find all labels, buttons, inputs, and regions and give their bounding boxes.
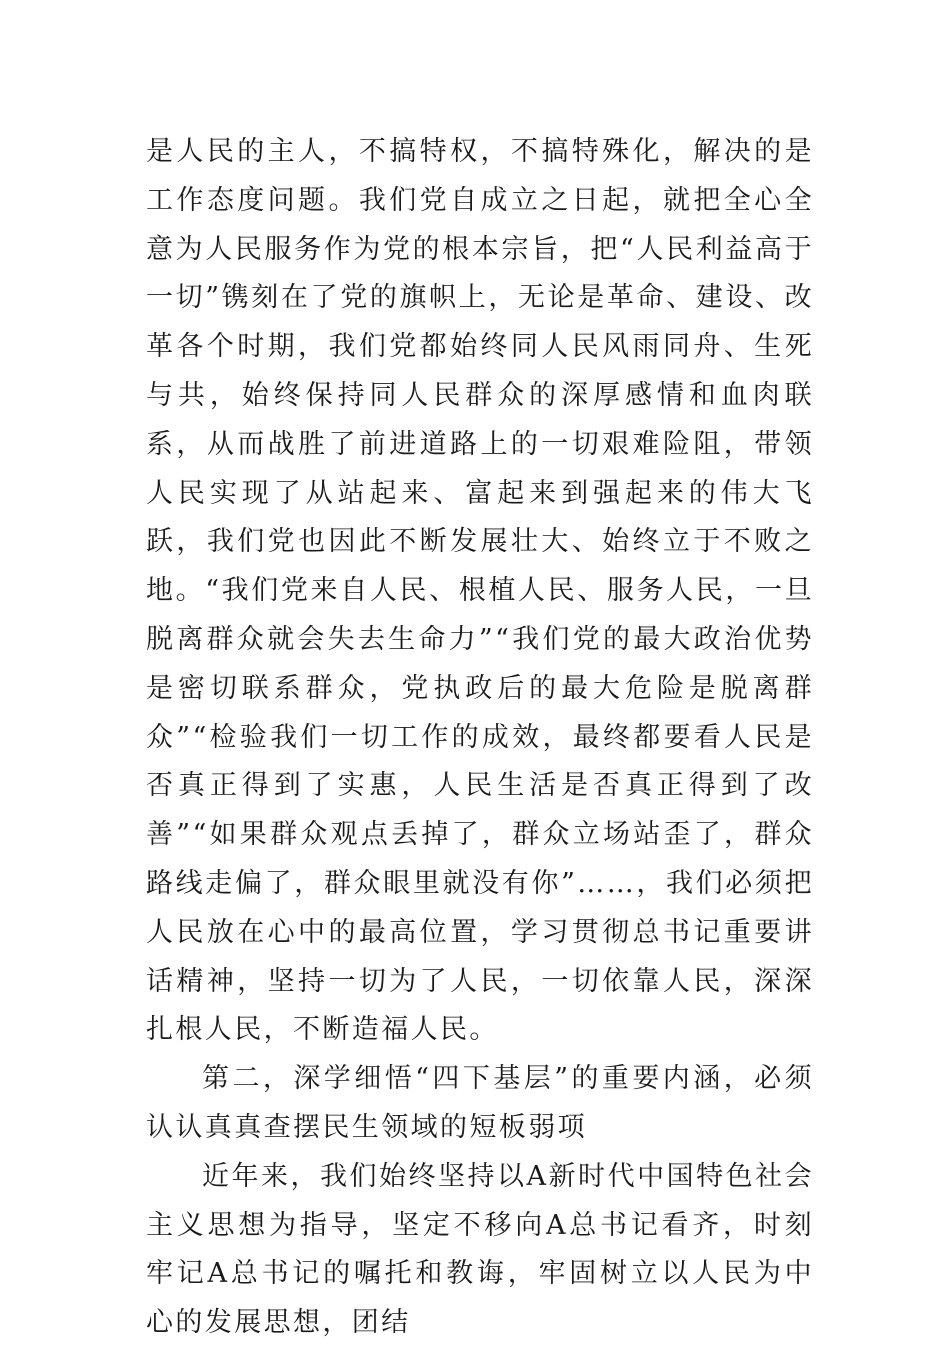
paragraph-body: 近年来，我们始终坚持以A新时代中国特色社会主义思想为指导，坚定不移向A总书记看齐，时刻牢记A总书记的嘱托和教诲，牢固树立以人民为中心的发展思想，团结 (146, 1160, 814, 1339)
document-body (146, 128, 814, 1348)
paragraph-section-heading: 第二，深学细悟“四下基层”的重要内涵，必须认认真真查摆民生领域的短板弱项 (146, 1063, 814, 1143)
paragraph-continued: 是人民的主人，不搞特权，不搞特殊化，解决的是工作态度问题。我们党自成立之日起，就把全心全意为人民服务作为党的根本宗旨，把“人民利益高于一切”镌刻在了党的旗帜上，无论是革命、建设、改革各个时期，我们党都始终同人民风雨同舟、生死与共，始终保持同人民群众的深厚感情和血肉联系，从而战胜了前进道路上的一切艰难险阻，带领人民实现了从站起来、富起来到强起来的伟大飞跃，我们党也因此不断发展壮大、始终立于不败之地。“我们党来自人民、根植人民、服务人民，一旦脱离群众就会失去生命力”“我们党的最大政治优势是密切联系群众，党执政后的最大危险是脱离群众”“检验我们一切工作的成效，最终都要看人民是否真正得到了实惠，人民生活是否真正得到了改善”“如果群众观点丢掉了，群众立场站歪了，群众路线走偏了，群众眼里就没有你”……，我们必须把人民放在心中的最高位置，学习贯彻总书记重要讲话精神，坚持一切为了人民，一切依靠人民，深深扎根人民，不断造福人民。 (146, 136, 814, 1046)
